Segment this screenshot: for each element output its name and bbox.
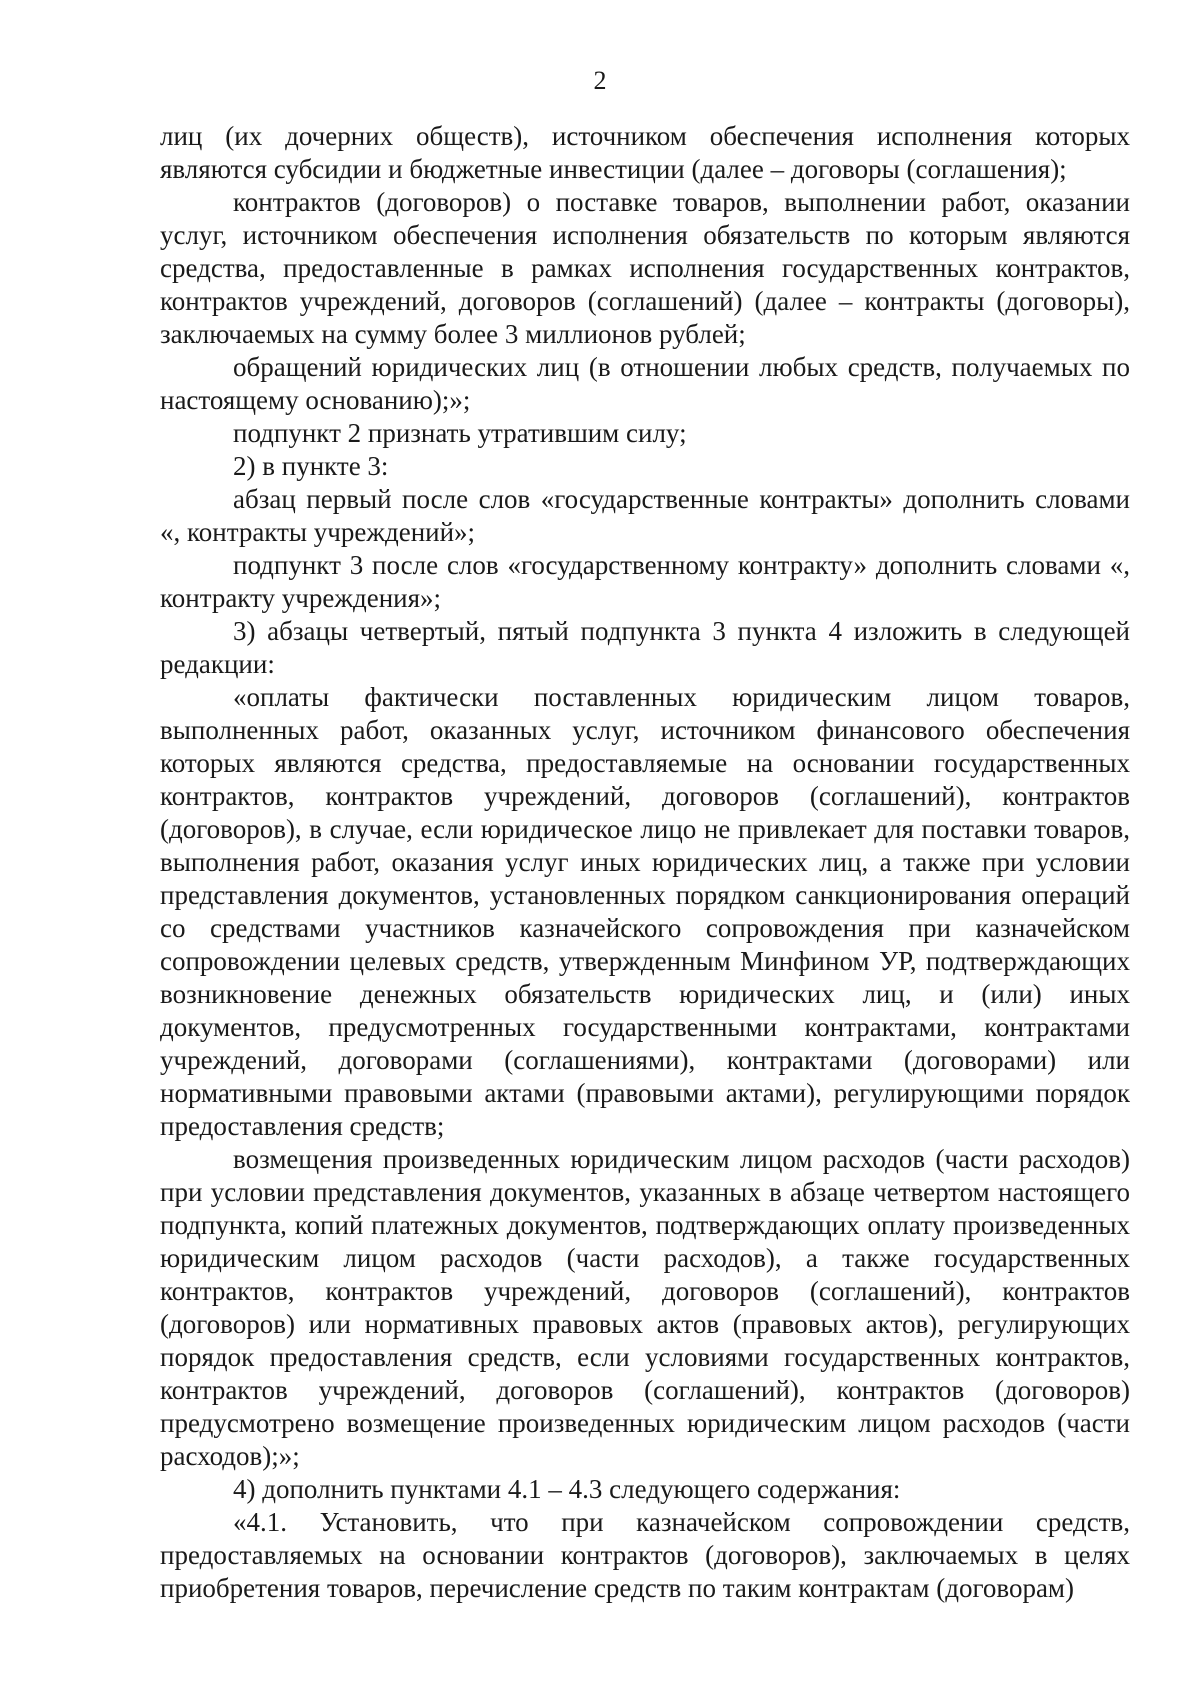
paragraph-first-abzac: абзац первый после слов «государственные контракты» дополнить словами «, контракты учреждений»; <box>160 484 1130 547</box>
paragraph-reimbursement: возмещения произведенных юридическим лицом расходов (части расходов) при условии представления документов, указанных в абзаце четвертом настоящего подпункта, копий платежных документов, подтверждающих оплату произведенных юридическим лицом расходов (части расходов), а также государственных контрактов, контрактов учреждений, договоров (соглашений), контрактов (договоров) или нормативных правовых актов (правовых актов), регулирующих порядок предоставления средств, если условиями государственных контрактов, контрактов учреждений, договоров (соглашений), контрактов (договоров) предусмотрено возмещение произведенных юридическим лицом расходов (части расходов);»; <box>160 1144 1130 1471</box>
paragraph-item-3-heading: 2) в пункте 3: <box>233 451 389 481</box>
paragraph-subitem-2: подпункт 2 признать утратившим силу; <box>233 418 687 448</box>
paragraph-4-1: «4.1. Установить, что при казначейском сопровождении средств, предоставляемых на основании контрактов (договоров), заключаемых в целях приобретения товаров, перечисление средств по таким контрактам (договорам) <box>160 1507 1130 1603</box>
paragraph-item-3-redaction: 3) абзацы четвертый, пятый подпункта 3 пункта 4 изложить в следующей редакции: <box>160 616 1130 679</box>
page-number: 2 <box>593 66 607 95</box>
document-body <box>160 120 1130 1605</box>
paragraph-continuation: лиц (их дочерних обществ), источником обеспечения исполнения которых являются субсидии и бюджетные инвестиции (далее – договоры (соглашения); <box>160 121 1130 184</box>
paragraph-contracts: контрактов (договоров) о поставке товаров, выполнении работ, оказании услуг, источником обеспечения исполнения обязательств по которым являются средства, предоставленные в рамках исполнения государственных контрактов, контрактов учреждений, договоров (соглашений) (далее – контракты (договоры), заключаемых на сумму более 3 миллионов рублей; <box>160 187 1130 349</box>
paragraph-item-4-heading: 4) дополнить пунктами 4.1 – 4.3 следующего содержания: <box>233 1474 901 1504</box>
paragraph-payment: «оплаты фактически поставленных юридическим лицом товаров, выполненных работ, оказанных услуг, источником финансового обеспечения которых являются средства, предоставляемые на основании государственных контрактов, контрактов учреждений, договоров (соглашений), контрактов (договоров), в случае, если юридическое лицо не привлекает для поставки товаров, выполнения работ, оказания услуг иных юридических лиц, а также при условии представления документов, установленных порядком санкционирования операций со средствами участников казначейского сопровождения при казначейском сопровождении целевых средств, утвержденным Минфином УР, подтверждающих возникновение денежных обязательств юридических лиц, и (или) иных документов, предусмотренных государственными контрактами, контрактами учреждений, договорами (соглашениями), контрактами (договорами) или нормативными правовыми актами (правовыми актами), регулирующими порядок предоставления средств; <box>160 682 1130 1141</box>
paragraph-legal-entities: обращений юридических лиц (в отношении любых средств, получаемых по настоящему основанию);»; <box>160 352 1130 415</box>
paragraph-subitem-3: подпункт 3 после слов «государственному контракту» дополнить словами «, контракту учреждения»; <box>160 550 1130 613</box>
